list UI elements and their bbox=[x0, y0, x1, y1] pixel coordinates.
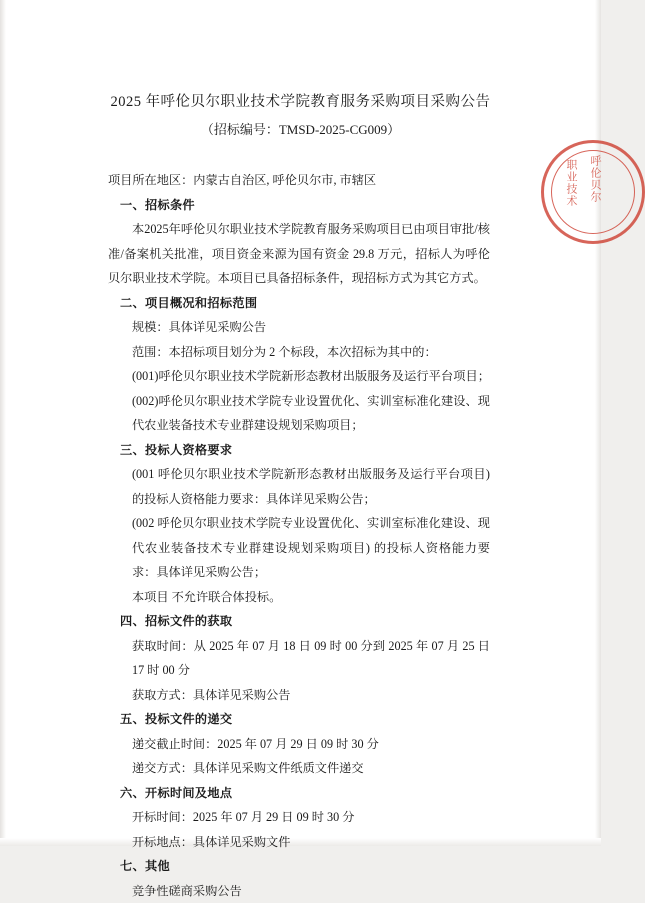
tender-number: （招标编号：TMSD-2025-CG009） bbox=[0, 119, 601, 138]
section-heading-7: 七、其他 bbox=[108, 854, 490, 879]
section-3-paragraph-3: 本项目 不允许联合体投标。 bbox=[108, 585, 490, 610]
section-7-paragraph-1: 竞争性磋商采购公告 bbox=[108, 879, 490, 903]
section-3-paragraph-1: (001 呼伦贝尔职业技术学院新形态教材出版服务及运行平台项目) 的投标人资格能力要求：具体详见采购公告； bbox=[108, 462, 490, 511]
section-5-paragraph-2: 递交方式：具体详见采购文件纸质文件递交 bbox=[108, 756, 490, 781]
section-1-paragraph-1: 本2025年呼伦贝尔职业技术学院教育服务采购项目已由项目审批/核准/备案机关批准，项目资金来源为国有资金 29.8 万元，招标人为呼伦贝尔职业技术学院。本项目已具备招标条件，现招标方式为其它方式。 bbox=[108, 217, 490, 291]
section-heading-3: 三、投标人资格要求 bbox=[108, 438, 490, 463]
section-heading-1: 一、招标条件 bbox=[108, 193, 490, 218]
section-3-paragraph-2: (002 呼伦贝尔职业技术学院专业设置优化、实训室标准化建设、现代农业装备技术专业群建设规划采购项目) 的投标人资格能力要求：具体详见采购公告； bbox=[108, 511, 490, 585]
document-body bbox=[108, 168, 490, 903]
section-6-paragraph-1: 开标时间：2025 年 07 月 29 日 09 时 30 分 bbox=[108, 805, 490, 830]
section-4-paragraph-1: 获取时间：从 2025 年 07 月 18 日 09 时 00 分到 2025 年 07 月 25 日 17 时 00 分 bbox=[108, 634, 490, 683]
section-5-paragraph-1: 递交截止时间：2025 年 07 月 29 日 09 时 30 分 bbox=[108, 732, 490, 757]
seal-text-right: 呼伦贝尔 bbox=[578, 155, 602, 203]
section-6-paragraph-2: 开标地点：具体详见采购文件 bbox=[108, 830, 490, 855]
section-heading-4: 四、招标文件的获取 bbox=[108, 609, 490, 634]
section-heading-5: 五、投标文件的递交 bbox=[108, 707, 490, 732]
section-2-paragraph-1: 规模：具体详见采购公告 bbox=[108, 315, 490, 340]
page-title: 2025 年呼伦贝尔职业技术学院教育服务采购项目采购公告 bbox=[0, 90, 601, 111]
project-location: 项目所在地区：内蒙古自治区, 呼伦贝尔市, 市辖区 bbox=[108, 168, 490, 193]
official-seal-stamp bbox=[541, 140, 645, 244]
section-2-paragraph-3: (001)呼伦贝尔职业技术学院新形态教材出版服务及运行平台项目； (002)呼伦贝尔职业技术学院专业设置优化、实训室标准化建设、现代农业装备技术专业群建设规划采购项目； bbox=[108, 364, 490, 438]
section-2-paragraph-2: 范围：本招标项目划分为 2 个标段，本次招标为其中的： bbox=[108, 340, 490, 365]
section-4-paragraph-2: 获取方式：具体详见采购公告 bbox=[108, 683, 490, 708]
section-heading-2: 二、项目概况和招标范围 bbox=[108, 291, 490, 316]
section-heading-6: 六、开标时间及地点 bbox=[108, 781, 490, 806]
seal-text-left: 职业技术 bbox=[554, 159, 578, 207]
